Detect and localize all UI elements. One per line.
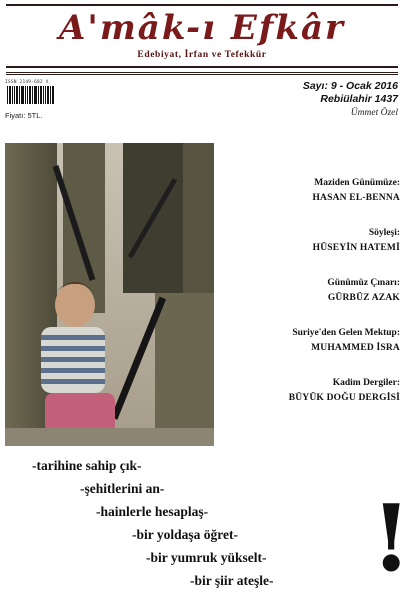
toc-title: HASAN EL-BENNA — [312, 193, 400, 203]
toc-title: HÜSEYİN HATEMİ — [312, 243, 400, 253]
issue-number-date: Sayı: 9 - Ocak 2016 — [302, 80, 398, 92]
slogan-line: -bir yoldaşa öğret- — [132, 527, 238, 542]
toc-label: Söyleşi: — [368, 228, 400, 238]
toc-item — [228, 178, 400, 228]
toc-item — [228, 328, 400, 378]
slogan-line: -hainlerle hesaplaş- — [96, 504, 209, 519]
toc-item — [228, 278, 400, 328]
toc-item — [228, 378, 400, 428]
toc-title: MUHAMMED İSRA — [311, 343, 400, 353]
magazine-title: A'mâk-ı Efkâr — [59, 8, 345, 48]
toc-title: GÜRBÜZ AZAK — [327, 293, 400, 303]
slogan-line: -bir şiir ateşle- — [190, 573, 274, 588]
toc-label: Günümüz Çınarı: — [327, 278, 400, 288]
issue-hijri-date: Rebiülahir 1437 — [320, 93, 398, 105]
price-label: Fiyatı: 5TL. — [5, 111, 43, 120]
issue-special: Ümmet Özel — [350, 108, 398, 118]
toc-label: Maziden Günümüze: — [314, 178, 400, 188]
table-of-contents — [228, 178, 400, 428]
slogan-line: -tarihine sahip çık- — [32, 458, 142, 473]
exclamation-mark: ! — [371, 484, 411, 592]
toc-item — [228, 228, 400, 278]
toc-label: Suriye'den Gelen Mektup: — [292, 328, 400, 338]
barcode-number: ISSN 2149-682 X — [5, 80, 49, 85]
issue-info — [303, 80, 398, 118]
toc-title: BÜYÜK DOĞU DERGİSİ — [288, 393, 400, 403]
slogan-line: -şehitlerini an- — [80, 481, 165, 496]
toc-label: Kadim Dergiler: — [332, 378, 400, 388]
slogan-block — [0, 452, 404, 592]
masthead-rule — [6, 72, 398, 75]
masthead — [6, 4, 398, 68]
cover-photo — [5, 143, 214, 446]
slogan-line: -bir yumruk yükselt- — [146, 550, 267, 565]
magazine-subtitle: Edebiyat, İrfan ve Tefekkür — [137, 50, 267, 60]
